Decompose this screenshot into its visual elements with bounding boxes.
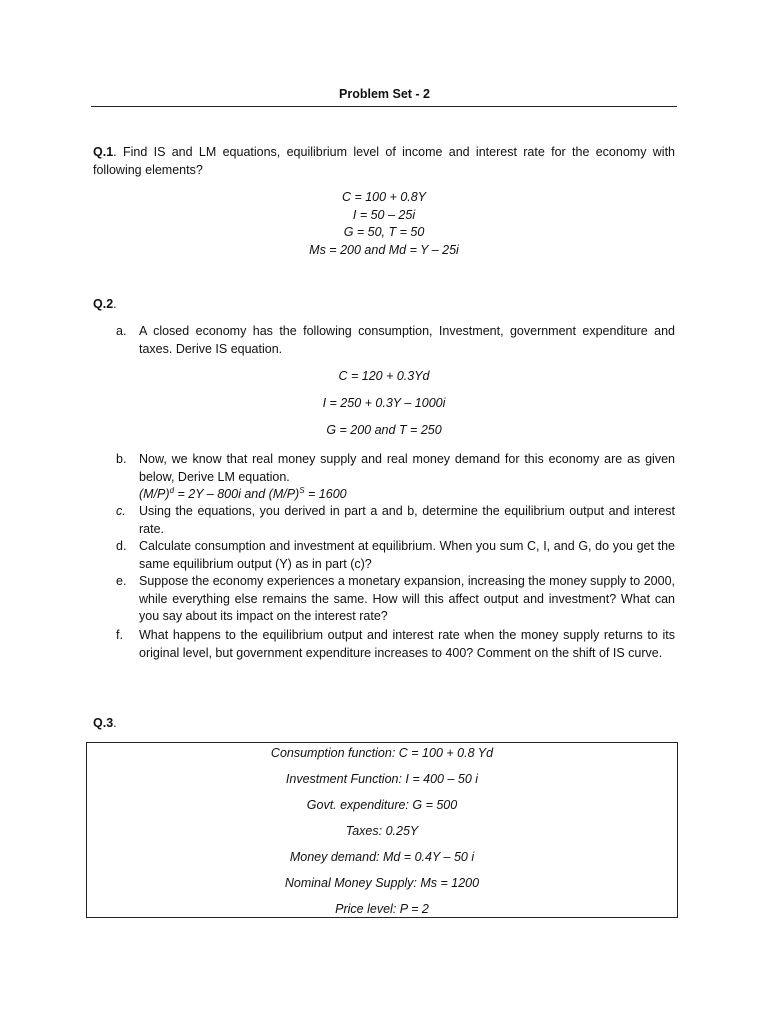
equation-superscript: S: [299, 485, 305, 495]
equation-part: = 1600: [304, 487, 347, 501]
item-text: Now, we know that real money supply and real money demand for this economy are as given below, Derive LM equation.: [139, 452, 675, 484]
question-2-label: [93, 297, 117, 311]
question-2a-equation-3: G = 200 and T = 250: [326, 423, 442, 437]
item-text: Using the equations, you derived in part a and b, determine the equilibrium output and interest rate.: [139, 504, 675, 536]
item-text: Calculate consumption and investment at equilibrium. When you sum C, I, and G, do you get the same equilibrium output (Y) as in part (c)?: [139, 539, 675, 571]
question-1-label: Q.1: [93, 145, 114, 159]
document-title: Problem Set - 2: [339, 87, 430, 101]
item-marker: f.: [116, 628, 123, 642]
item-marker: b.: [116, 452, 127, 466]
box-row: Consumption function: C = 100 + 0.8 Yd: [270, 746, 494, 760]
item-text-container: [139, 451, 675, 504]
equation: Ms = 200 and Md = Y – 25i: [309, 242, 459, 257]
money-market-equation: [139, 487, 347, 501]
box-row: Govt. expenditure: G = 500: [306, 798, 458, 812]
item-marker: e.: [116, 574, 127, 588]
equation: I = 50 – 25i: [352, 207, 416, 222]
question-3-label-text: Q.3: [93, 716, 114, 730]
question-3-box: [86, 742, 678, 918]
box-row: Taxes: 0.25Y: [345, 824, 419, 838]
question-2-label-text: Q.2: [93, 297, 114, 311]
equation-part: (M/P): [139, 487, 170, 501]
item-marker: c.: [116, 504, 126, 518]
box-row: Money demand: Md = 0.4Y – 50 i: [289, 850, 475, 864]
item-text: What happens to the equilibrium output and interest rate when the money supply returns to its original level, but government expenditure increases to 400? Comment on the shift of IS curve.: [139, 628, 675, 660]
item-text: A closed economy has the following consumption, Investment, government expenditure and taxes. Derive IS equation.: [139, 324, 675, 356]
question-3-label-suffix: .: [113, 716, 117, 730]
equation-superscript: d: [169, 485, 175, 495]
item-text: Suppose the economy experiences a monetary expansion, increasing the money supply to 2000, while everything else remains the same. How will this affect output and investment? What can you say about its impact on the interest rate?: [139, 574, 675, 623]
equation-part: = 2Y – 800i and (M/P): [174, 487, 300, 501]
box-row: Price level: P = 2: [335, 902, 429, 916]
question-1-text: . Find IS and LM equations, equilibrium level of income and interest rate for the economy with following elements?: [93, 145, 675, 177]
equation: C = 100 + 0.8Y: [341, 190, 427, 204]
box-row: Nominal Money Supply: Ms = 1200: [284, 876, 480, 890]
question-2a-equation-2: I = 250 + 0.3Y – 1000i: [322, 396, 446, 410]
question-1-equations: [93, 189, 675, 259]
question-2a-equation-1: C = 120 + 0.3Yd: [338, 369, 430, 383]
question-2-label-suffix: .: [113, 297, 117, 311]
equation: G = 50, T = 50: [343, 225, 425, 239]
title-divider: [91, 106, 677, 107]
box-row: Investment Function: I = 400 – 50 i: [285, 772, 479, 786]
item-marker: d.: [116, 539, 127, 553]
question-3-label: [93, 716, 117, 730]
question-1: [93, 143, 675, 179]
item-marker: a.: [116, 324, 127, 338]
